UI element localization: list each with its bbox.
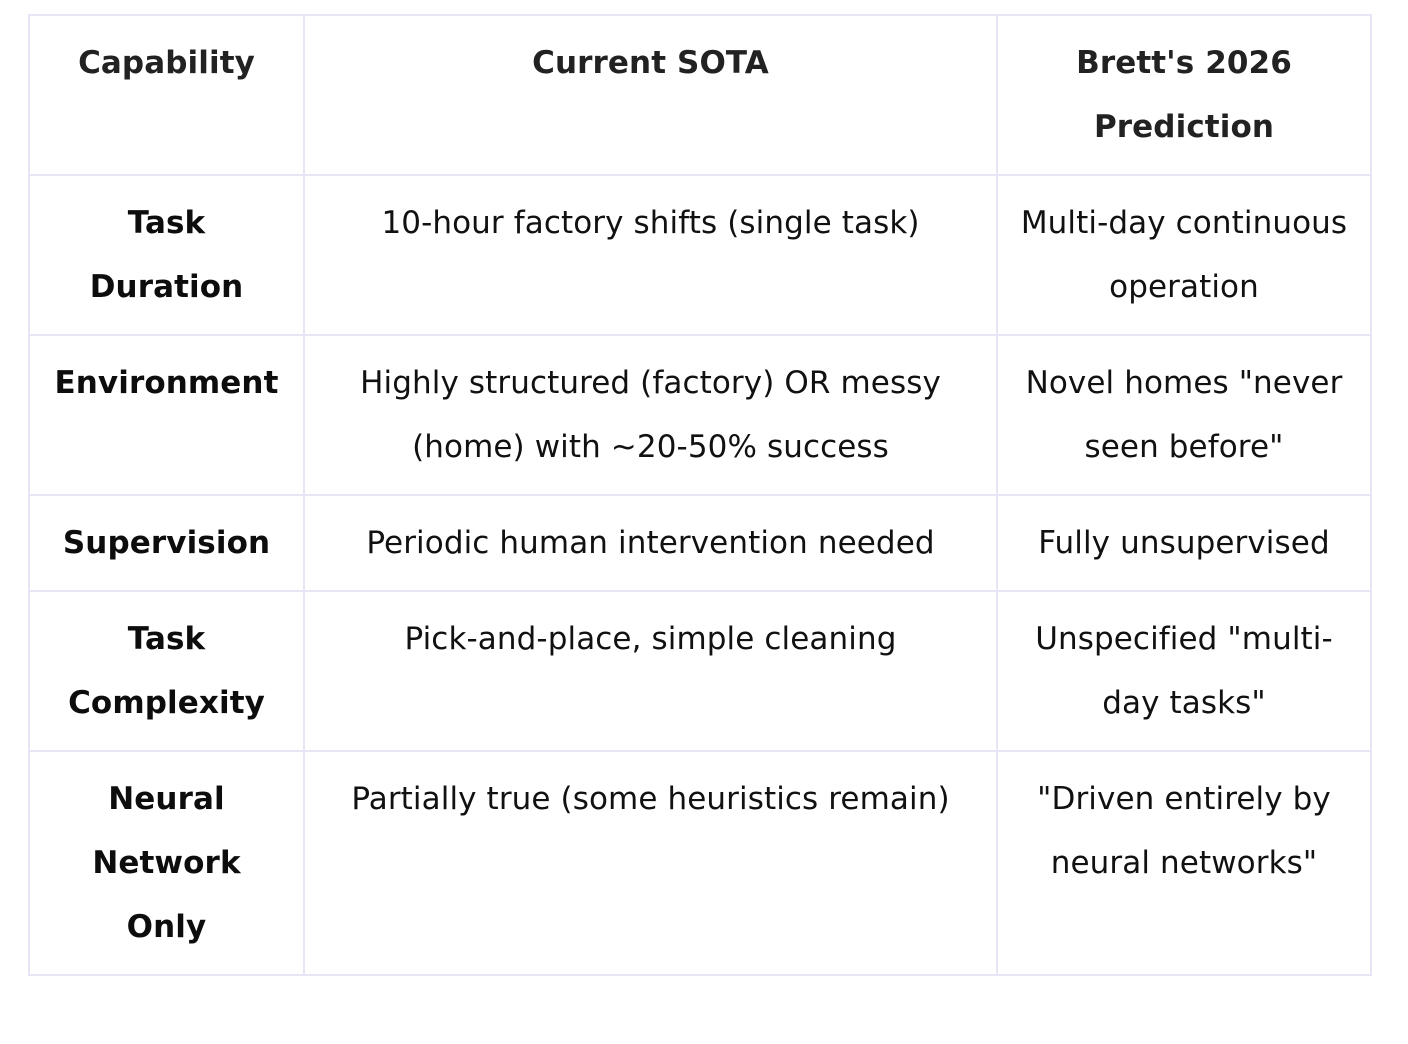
prediction-cell: Unspecified "multi-day tasks" — [997, 591, 1371, 751]
current-sota-cell: 10-hour factory shifts (single task) — [304, 175, 997, 335]
capability-cell: Supervision — [29, 495, 304, 591]
current-sota-cell: Periodic human intervention needed — [304, 495, 997, 591]
prediction-cell: Novel homes "never seen before" — [997, 335, 1371, 495]
capability-cell: Task Complexity — [29, 591, 304, 751]
prediction-cell: "Driven entirely by neural networks" — [997, 751, 1371, 975]
prediction-cell: Fully unsupervised — [997, 495, 1371, 591]
table-row — [29, 751, 1371, 975]
table-header-row — [29, 15, 1371, 175]
prediction-cell: Multi-day continuous operation — [997, 175, 1371, 335]
current-sota-cell: Pick-and-place, simple cleaning — [304, 591, 997, 751]
current-sota-cell: Partially true (some heuristics remain) — [304, 751, 997, 975]
comparison-table-container — [28, 14, 1370, 976]
table-row — [29, 175, 1371, 335]
current-sota-cell: Highly structured (factory) OR messy (home) with ~20-50% success — [304, 335, 997, 495]
header-prediction: Brett's 2026 Prediction — [997, 15, 1371, 175]
capability-cell: Environment — [29, 335, 304, 495]
header-current-sota: Current SOTA — [304, 15, 997, 175]
table-row — [29, 495, 1371, 591]
capability-cell: Neural Network Only — [29, 751, 304, 975]
table-row — [29, 591, 1371, 751]
header-capability: Capability — [29, 15, 304, 175]
comparison-table — [28, 14, 1372, 976]
capability-cell: Task Duration — [29, 175, 304, 335]
table-row — [29, 335, 1371, 495]
